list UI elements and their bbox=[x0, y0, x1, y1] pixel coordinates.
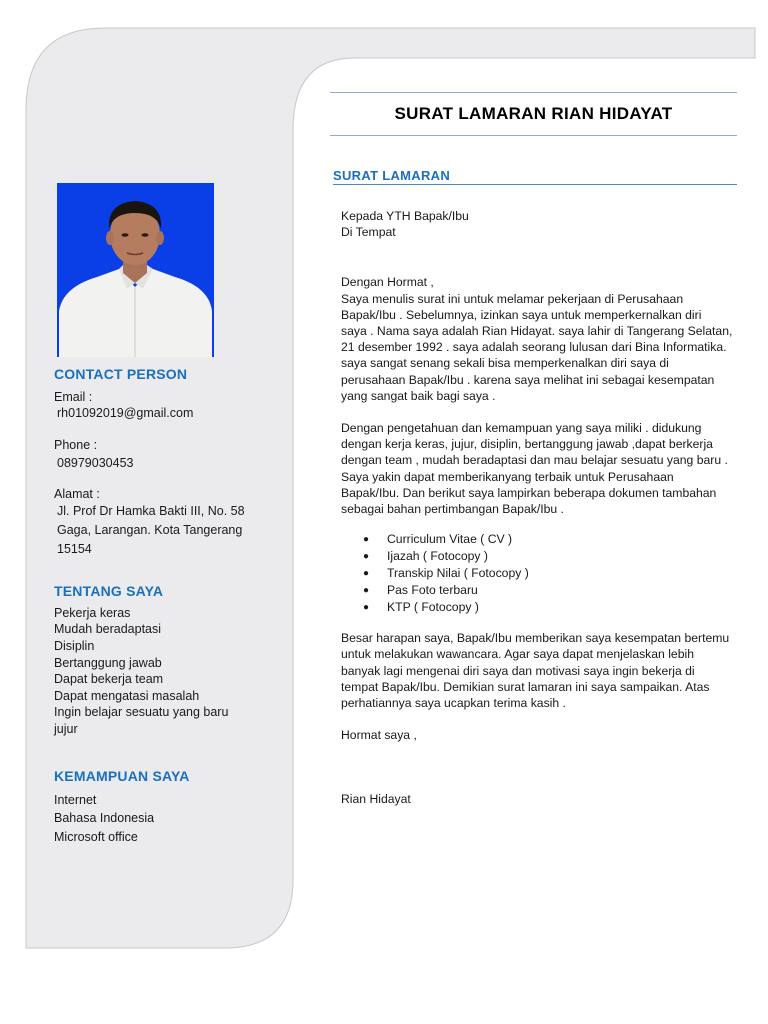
attachment-item bbox=[363, 565, 761, 582]
about-item: jujur bbox=[54, 722, 78, 736]
paragraph-line: Saya yakin dapat memberikanyang terbaik untuk Perusahaan bbox=[341, 469, 674, 484]
paragraph-line: sebagai bahan pertimbangan Bapak/Ibu . bbox=[341, 502, 564, 517]
recipient-line: Kepada YTH Bapak/Ibu bbox=[341, 209, 469, 223]
about-item: Ingin belajar sesuatu yang baru bbox=[54, 705, 229, 719]
paragraph-line: untuk melakukan wawancara. Agar saya dapat menjelaskan lebih bbox=[341, 647, 694, 662]
paragraph-line: Saya menulis surat ini untuk melamar pekerjaan di Perusahaan bbox=[341, 291, 684, 306]
attachment-item bbox=[363, 599, 761, 616]
section-title: SURAT LAMARAN bbox=[333, 168, 737, 185]
paragraph-line: saya sangat senang sekali bisa memperkenalkan diri saya di bbox=[341, 356, 669, 371]
paragraph-line: perusahaan Bapak/Ibu . karena saya melihat ini sebagai kesempatan bbox=[341, 372, 715, 387]
paragraph-line: Besar harapan saya, Bapak/Ibu memberikan saya kesempatan bertemu bbox=[341, 631, 730, 646]
paragraph-line: Bapak/Ibu. Dan berikut saya lampirkan beberapa dokumen tambahan bbox=[341, 485, 717, 500]
bullet-icon: ● bbox=[363, 551, 370, 563]
attachment-label: Transkip Nilai ( Fotocopy ) bbox=[387, 566, 529, 581]
paragraph-line: yang sangat baik bagi saya . bbox=[341, 388, 496, 403]
paragraph-closing bbox=[341, 630, 761, 711]
document-title-text: SURAT LAMARAN RIAN HIDAYAT bbox=[394, 104, 673, 123]
paragraph-line: Dengan pengetahuan dan kemampuan yang saya miliki . didukung bbox=[341, 421, 702, 436]
email-label: Email : bbox=[54, 390, 93, 404]
paragraph-line: dengan kerja keras, jujur, disiplin, bertanggung jawab ,dapat berkerja bbox=[341, 437, 713, 452]
person-photo-icon bbox=[57, 183, 214, 357]
recipient-line: Di Tempat bbox=[341, 225, 396, 240]
skill-item: Microsoft office bbox=[54, 830, 138, 844]
attachment-item bbox=[363, 582, 761, 599]
skill-item: Bahasa Indonesia bbox=[54, 811, 155, 825]
about-item: Mudah beradaptasi bbox=[54, 622, 162, 636]
email-value[interactable]: rh01092019@gmail.com bbox=[57, 406, 194, 420]
paragraph-line: Bapak/Ibu . Sebelumnya, izinkan saya untuk memperkernalkan diri bbox=[341, 307, 702, 322]
bullet-icon: ● bbox=[363, 602, 370, 614]
bullet-icon: ● bbox=[363, 585, 370, 597]
about-item: Dapat bekerja team bbox=[54, 672, 164, 686]
phone-value[interactable]: 08979030453 bbox=[57, 456, 134, 470]
bullet-icon: ● bbox=[363, 534, 370, 546]
greeting: Dengan Hormat , bbox=[341, 275, 434, 290]
phone-label: Phone : bbox=[54, 438, 98, 452]
attachment-list bbox=[363, 531, 761, 616]
about-item: Disiplin bbox=[54, 639, 95, 653]
attachment-label: Ijazah ( Fotocopy ) bbox=[387, 549, 488, 564]
paragraph-line: tempat Bapak/Ibu. Demikian surat lamaran ini saya sampaikan. Atas bbox=[341, 679, 710, 694]
signature: Rian Hidayat bbox=[341, 792, 411, 807]
contact-heading: CONTACT PERSON bbox=[54, 366, 188, 382]
about-heading: TENTANG SAYA bbox=[54, 583, 164, 599]
paragraph-line: banyak lagi mengenai diri saya dan motivasi saya ingin bekerja di bbox=[341, 663, 695, 678]
closing: Hormat saya , bbox=[341, 728, 417, 743]
attachment-item bbox=[363, 531, 761, 548]
address-line: 15154 bbox=[57, 542, 92, 556]
paragraph-skills bbox=[341, 420, 761, 517]
attachment-item bbox=[363, 548, 761, 565]
about-item: Bertanggung jawab bbox=[54, 656, 162, 670]
paragraph-line: dengan team , mudah beradaptasi dan mau belajar sesuatu yang baru . bbox=[341, 453, 728, 468]
letter-body bbox=[341, 208, 761, 808]
attachment-label: Pas Foto terbaru bbox=[387, 583, 478, 598]
address-line: Gaga, Larangan. Kota Tangerang bbox=[57, 523, 243, 537]
address-line: Jl. Prof Dr Hamka Bakti III, No. 58 bbox=[57, 504, 245, 518]
profile-photo bbox=[57, 183, 214, 357]
skill-item: Internet bbox=[54, 793, 97, 807]
about-item: Pekerja keras bbox=[54, 606, 131, 620]
document-title bbox=[330, 92, 737, 136]
about-item: Dapat mengatasi masalah bbox=[54, 689, 200, 703]
attachment-label: KTP ( Fotocopy ) bbox=[387, 600, 479, 615]
address-label: Alamat : bbox=[54, 487, 100, 501]
attachment-label: Curriculum Vitae ( CV ) bbox=[387, 532, 513, 547]
skills-heading: KEMAMPUAN SAYA bbox=[54, 768, 190, 784]
paragraph-line: saya . Nama saya adalah Rian Hidayat. saya lahir di Tangerang Selatan, bbox=[341, 324, 733, 339]
paragraph-line: 21 desember 1992 . saya adalah seorang lulusan dari Bina Informatika. bbox=[341, 340, 727, 355]
paragraph-intro bbox=[341, 291, 761, 404]
bullet-icon: ● bbox=[363, 568, 370, 580]
paragraph-line: perhatiannya saya ucapkan terima kasih . bbox=[341, 696, 566, 711]
